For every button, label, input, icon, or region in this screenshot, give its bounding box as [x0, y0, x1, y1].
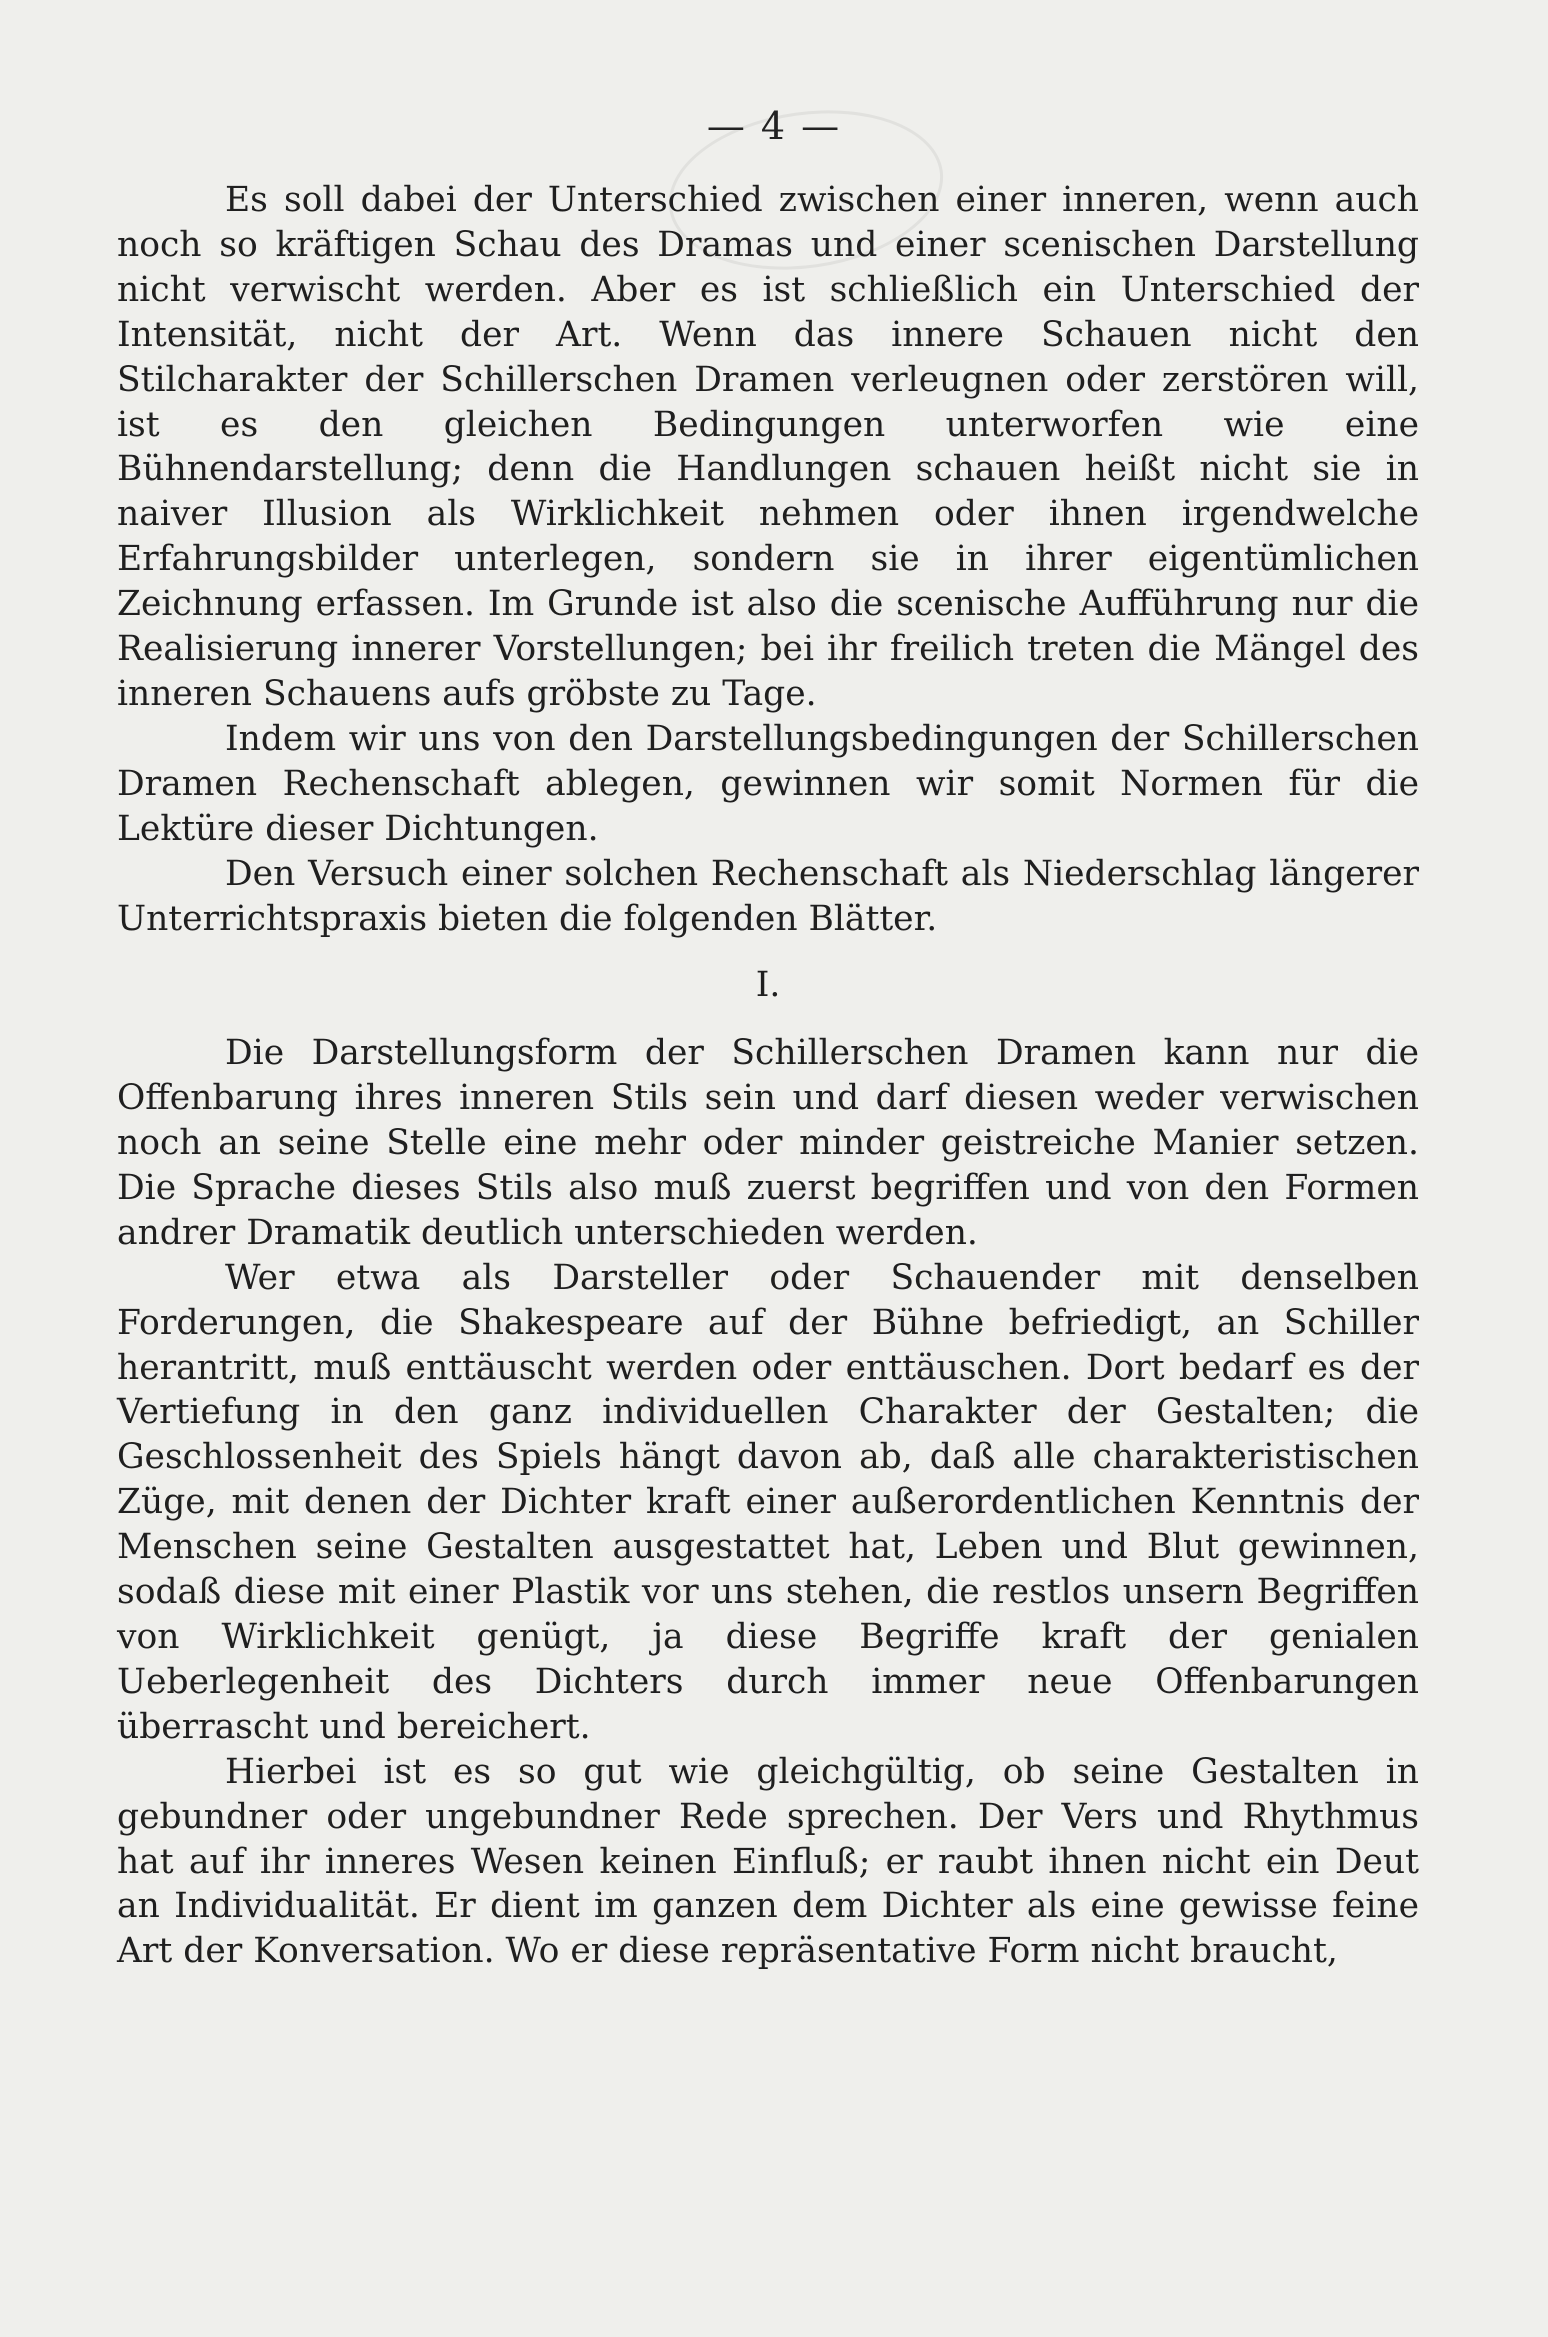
page-number: — 4 —	[706, 104, 842, 148]
paragraph-3: Den Versuch einer solchen Rechenschaft als Niederschlag längerer Unterrichtspraxis bieten die folgenden Blätter.	[117, 853, 1419, 939]
body-text	[117, 178, 1419, 1974]
paragraph-2: Indem wir uns von den Darstellungsbedingungen der Schillerschen Dramen Rechenschaft ablegen, gewinnen wir somit Normen für die Lektüre dieser Dichtungen.	[117, 718, 1419, 849]
paragraph-5: Wer etwa als Darsteller oder Schauender mit denselben Forderungen, die Shakespeare auf der Bühne befriedigt, an Schiller herantritt, muß enttäuscht werden oder enttäuschen. Dort bedarf es der Vertiefung in den ganz individuellen Charakter der Gestalten; die Geschlossenheit des Spiels hängt davon ab, daß alle charakteristischen Züge, mit denen der Dichter kraft einer außerordentlichen Kenntnis der Menschen seine Gestalten ausgestattet hat, Leben und Blut gewinnen, sodaß diese mit einer Plastik vor uns stehen, die restlos unsern Begriffen von Wirklichkeit genügt, ja diese Begriffe kraft der genialen Ueberlegenheit des Dichters durch immer neue Offenbarungen überrascht und bereichert.	[117, 1257, 1419, 1747]
paragraph-4: Die Darstellungsform der Schillerschen Dramen kann nur die Offenbarung ihres inneren Stils sein und darf diesen weder verwischen noch an seine Stelle eine mehr oder minder geistreiche Manier setzen. Die Sprache dieses Stils also muß zuerst begriffen und von den Formen andrer Dramatik deutlich unterschieden werden.	[117, 1033, 1419, 1253]
paragraph-1: Es soll dabei der Unterschied zwischen einer inneren, wenn auch noch so kräftigen Schau des Dramas und einer scenischen Darstellung nicht verwischt werden. Aber es ist schließlich ein Unterschied der Intensität, nicht der Art. Wenn das innere Schauen nicht den Stilcharakter der Schillerschen Dramen verleugnen oder zerstören will, ist es den gleichen Bedingungen unterworfen wie eine Bühnendarstellung; denn die Handlungen schauen heißt nicht sie in naiver Illusion als Wirklichkeit nehmen oder ihnen irgendwelche Erfahrungsbilder unterlegen, sondern sie in ihrer eigentümlichen Zeichnung erfassen. Im Grunde ist also die scenische Aufführung nur die Realisierung innerer Vorstellungen; bei ihr freilich treten die Mängel des inneren Schauens aufs gröbste zu Tage.	[117, 180, 1419, 714]
paragraph-6: Hierbei ist es so gut wie gleichgültig, ob seine Gestalten in gebundner oder ungebundner Rede sprechen. Der Vers und Rhythmus hat auf ihr inneres Wesen keinen Einfluß; er raubt ihnen nicht ein Deut an Individualität. Er dient im ganzen dem Dichter als eine gewisse feine Art der Konversation. Wo er diese repräsentative Form nicht braucht,	[117, 1751, 1419, 1972]
section-heading: I.	[755, 965, 781, 1006]
